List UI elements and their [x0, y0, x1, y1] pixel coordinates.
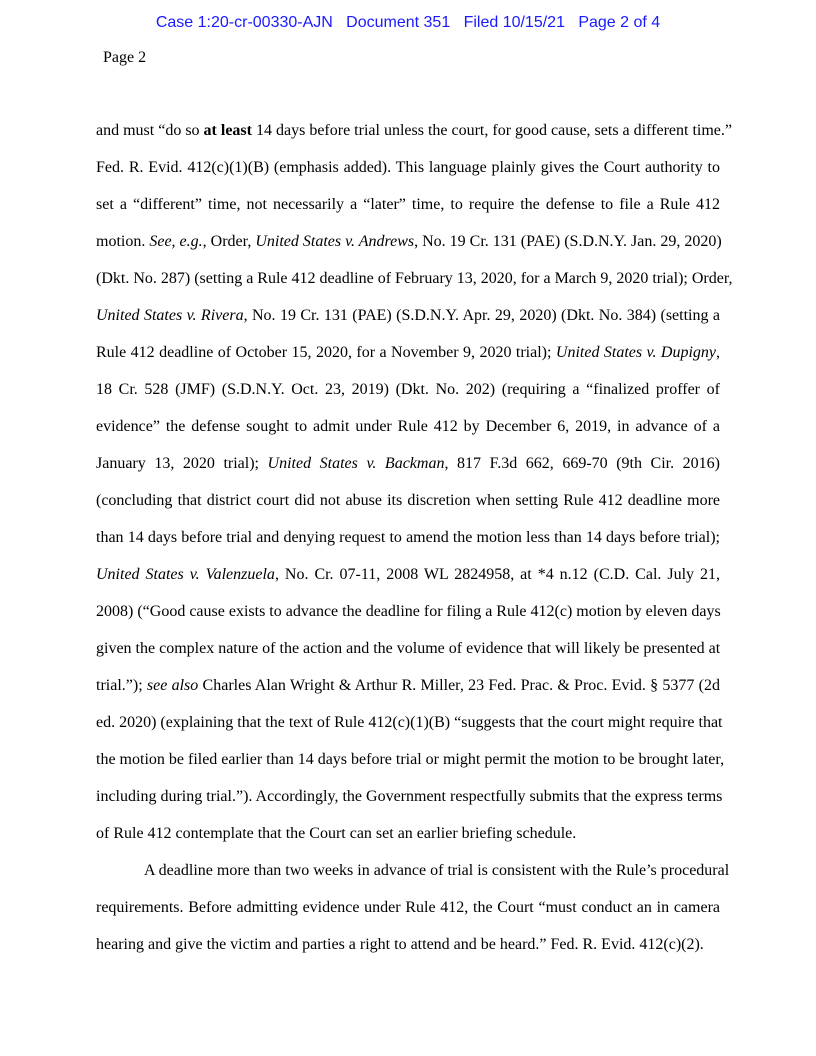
text-run: Charles Alan Wright & Arthur R. Miller, 23 Fed. Prac. & Proc. Evid. § 5377 (2d: [198, 677, 720, 694]
page-count: Page 2 of 4: [578, 14, 661, 31]
text-run: 2008) (“Good cause exists to advance the deadline for filing a Rule 412(c) motion by eleven days: [96, 603, 721, 620]
page-label: Page 2: [103, 49, 147, 66]
bold-text: at least: [203, 122, 252, 139]
text-line: [96, 667, 720, 704]
text-run: January 13, 2020 trial);: [96, 455, 268, 472]
italic-text: United States v. Dupigny: [555, 344, 717, 361]
text-line: [96, 149, 720, 186]
text-run: motion.: [96, 233, 150, 250]
text-line: [96, 334, 720, 371]
case-number: Case 1:20-cr-00330-AJN: [155, 14, 333, 31]
text-run: (concluding that district court did not abuse its discretion when setting Rule 412 deadline more: [96, 492, 720, 509]
text-line: [96, 815, 720, 852]
text-run: hearing and give the victim and parties a right to attend and be heard.” Fed. R. Evid. 412(c)(2).: [96, 936, 704, 953]
text-line: [96, 186, 720, 223]
text-line: [96, 223, 720, 260]
text-line: [96, 556, 720, 593]
italic-text: United States v. Rivera: [96, 307, 244, 324]
text-run: ,: [716, 344, 721, 361]
document-number: Document 351: [346, 14, 451, 31]
ecf-filing-header: [0, 14, 816, 32]
text-line: [96, 778, 723, 815]
italic-text: United States v. Valenzuela: [96, 566, 275, 583]
text-line: [96, 297, 720, 334]
text-run: set a “different” time, not necessarily a “later” time, to require the defense to file a Rule 412: [96, 196, 720, 213]
text-run: evidence” the defense sought to admit under Rule 412 by December 6, 2019, in advance of a: [96, 418, 720, 435]
body-text: [96, 112, 733, 963]
text-run: 14 days before trial unless the court, for good cause, sets a different time.”: [251, 122, 732, 139]
text-line: [96, 630, 720, 667]
text-line: [96, 889, 720, 926]
text-run: , No. 19 Cr. 131 (PAE) (S.D.N.Y. Apr. 29, 2020) (Dkt. No. 384) (setting a: [243, 307, 721, 324]
text-run: requirements. Before admitting evidence under Rule 412, the Court “must conduct an in camera: [96, 899, 720, 916]
text-run: given the complex nature of the action and the volume of evidence that will likely be presented at: [96, 640, 721, 657]
text-run: of Rule 412 contemplate that the Court can set an earlier briefing schedule.: [96, 825, 577, 842]
text-line: [96, 371, 720, 408]
text-line: [96, 741, 725, 778]
text-line: [96, 926, 720, 963]
text-line: [96, 704, 723, 741]
text-run: , 817 F.3d 662, 669-70 (9th Cir. 2016): [444, 455, 720, 472]
text-run: ed. 2020) (explaining that the text of Rule 412(c)(1)(B) “suggests that the court might require that: [96, 714, 723, 731]
text-line: [96, 408, 720, 445]
italic-text: United States v. Andrews: [255, 233, 415, 250]
text-run: Fed. R. Evid. 412(c)(1)(B) (emphasis added). This language plainly gives the Court authority to: [96, 159, 720, 176]
text-line: [96, 852, 730, 889]
text-line: [96, 593, 720, 630]
italic-text: See, e.g.: [149, 233, 203, 250]
filed-date: Filed 10/15/21: [463, 14, 565, 31]
text-run: 18 Cr. 528 (JMF) (S.D.N.Y. Oct. 23, 2019) (Dkt. No. 202) (requiring a “finalized proffer of: [96, 381, 720, 398]
text-line: [96, 519, 720, 556]
text-run: , No. 19 Cr. 131 (PAE) (S.D.N.Y. Jan. 29, 2020): [414, 233, 722, 250]
text-run: trial.”);: [96, 677, 147, 694]
text-run: than 14 days before trial and denying request to amend the motion less than 14 days before trial);: [96, 529, 720, 546]
italic-text: United States v. Backman: [267, 455, 445, 472]
text-run: and must “do so: [96, 122, 204, 139]
text-run: the motion be filed earlier than 14 days before trial or might permit the motion to be brought later,: [96, 751, 725, 768]
text-run: Rule 412 deadline of October 15, 2020, for a November 9, 2020 trial);: [96, 344, 556, 361]
text-line: [96, 482, 720, 519]
text-line: [96, 260, 733, 297]
text-run: including during trial.”). Accordingly, the Government respectfully submits that the express terms: [96, 788, 723, 805]
italic-text: see also: [146, 677, 199, 694]
text-run: , No. Cr. 07-11, 2008 WL 2824958, at *4 n.12 (C.D. Cal. July 21,: [274, 566, 721, 583]
text-run: , Order,: [202, 233, 256, 250]
text-run: (Dkt. No. 287) (setting a Rule 412 deadline of February 13, 2020, for a March 9, 2020 trial); Order,: [96, 270, 733, 287]
text-line: [96, 445, 720, 482]
text-line: [96, 112, 732, 149]
text-run: A deadline more than two weeks in advance of trial is consistent with the Rule’s procedural: [144, 862, 730, 879]
